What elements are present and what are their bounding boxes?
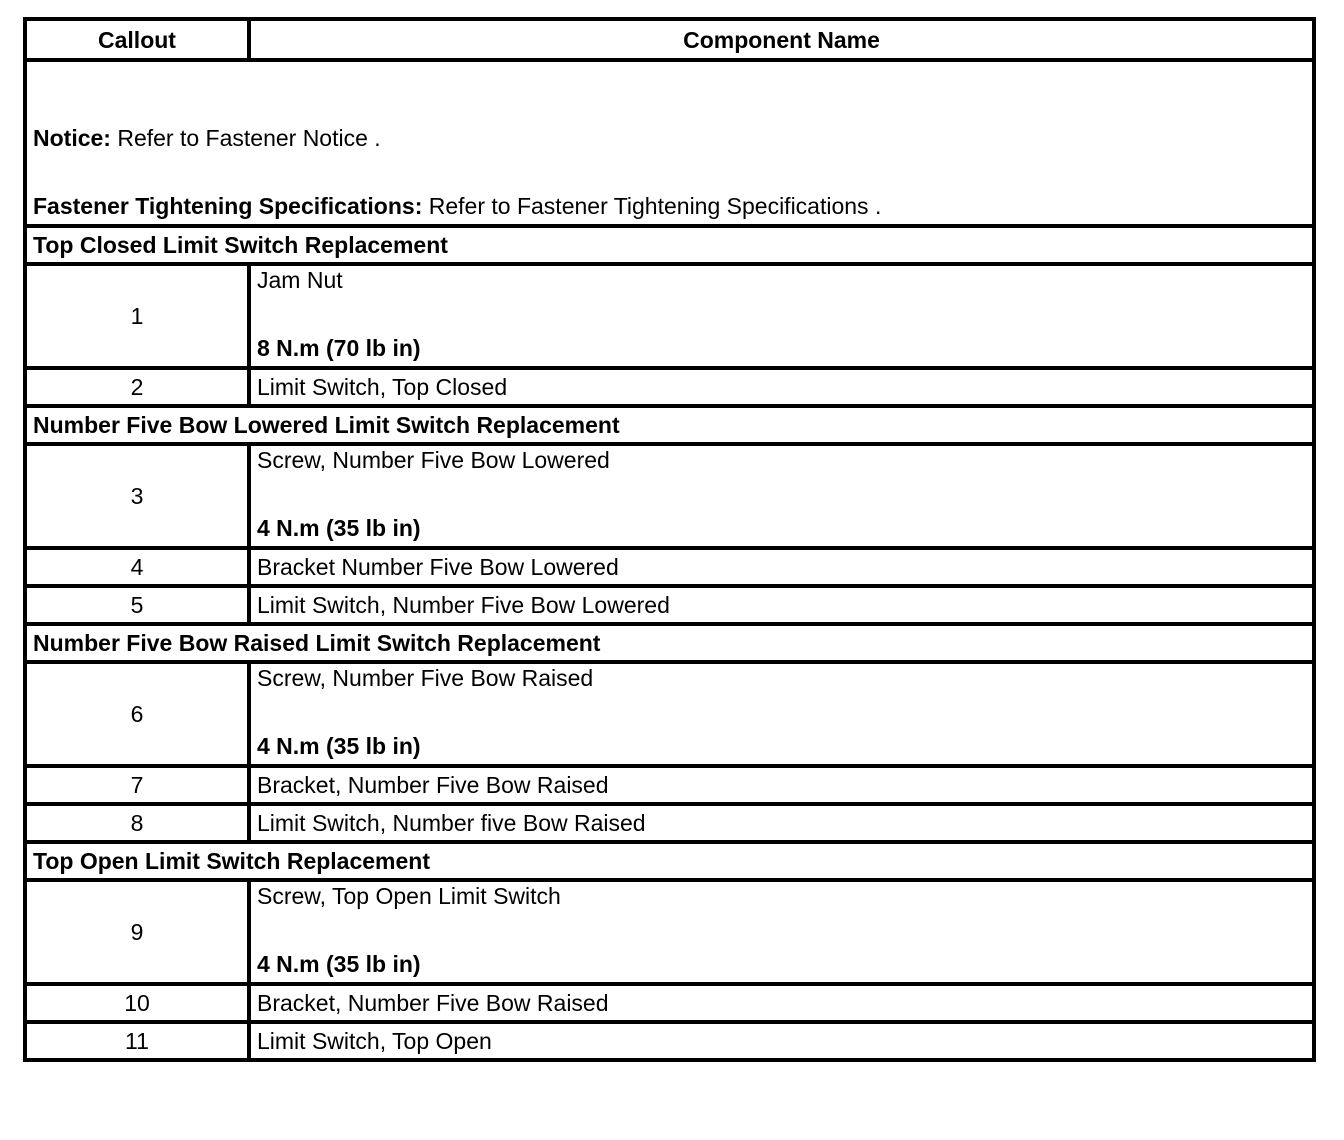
component-name: Bracket, Number Five Bow Raised bbox=[249, 984, 1314, 1022]
torque-spec: 4 N.m (35 lb in) bbox=[257, 733, 421, 759]
component-name: Bracket, Number Five Bow Raised bbox=[249, 766, 1314, 804]
callout-number: 8 bbox=[25, 804, 249, 842]
callout-column-header: Callout bbox=[25, 19, 249, 60]
section-header-row bbox=[25, 624, 1314, 662]
component-name-cell bbox=[249, 444, 1314, 548]
component-name-cell bbox=[249, 662, 1314, 766]
callout-number: 11 bbox=[25, 1022, 249, 1060]
fastener-spec-line bbox=[33, 192, 1306, 220]
notice-row bbox=[25, 60, 1314, 226]
notice-line bbox=[33, 124, 1306, 152]
fastener-spec-label: Fastener Tightening Specifications: bbox=[33, 193, 423, 219]
callout-number: 1 bbox=[25, 264, 249, 368]
notice-label: Notice: bbox=[33, 125, 111, 151]
torque-spec: 8 N.m (70 lb in) bbox=[257, 335, 421, 361]
torque-spec: 4 N.m (35 lb in) bbox=[257, 515, 421, 541]
notice-text: Refer to Fastener Notice . bbox=[110, 125, 381, 151]
callout-number: 6 bbox=[25, 662, 249, 766]
component-name: Jam Nut bbox=[257, 267, 343, 293]
section-header-row bbox=[25, 842, 1314, 880]
component-name: Limit Switch, Number Five Bow Lowered bbox=[249, 586, 1314, 624]
section-header-row bbox=[25, 406, 1314, 444]
table-row bbox=[25, 766, 1314, 804]
table-row bbox=[25, 444, 1314, 548]
table-row bbox=[25, 880, 1314, 984]
section-title: Number Five Bow Raised Limit Switch Replacement bbox=[25, 624, 1314, 662]
component-name: Screw, Number Five Bow Lowered bbox=[257, 447, 610, 473]
section-title: Top Open Limit Switch Replacement bbox=[25, 842, 1314, 880]
notice-cell bbox=[25, 60, 1314, 226]
table-row bbox=[25, 368, 1314, 406]
component-name: Screw, Number Five Bow Raised bbox=[257, 665, 594, 691]
torque-spec: 4 N.m (35 lb in) bbox=[257, 951, 421, 977]
callout-number: 4 bbox=[25, 548, 249, 586]
table-row bbox=[25, 1022, 1314, 1060]
callout-number: 7 bbox=[25, 766, 249, 804]
component-name-cell bbox=[249, 264, 1314, 368]
section-title: Top Closed Limit Switch Replacement bbox=[25, 226, 1314, 264]
callout-number: 3 bbox=[25, 444, 249, 548]
callout-number: 10 bbox=[25, 984, 249, 1022]
table-row bbox=[25, 662, 1314, 766]
callout-number: 9 bbox=[25, 880, 249, 984]
table-row bbox=[25, 804, 1314, 842]
table-row bbox=[25, 264, 1314, 368]
table-row bbox=[25, 548, 1314, 586]
component-name: Limit Switch, Number five Bow Raised bbox=[249, 804, 1314, 842]
component-name: Screw, Top Open Limit Switch bbox=[257, 883, 561, 909]
component-name: Bracket Number Five Bow Lowered bbox=[249, 548, 1314, 586]
callout-number: 2 bbox=[25, 368, 249, 406]
component-name: Limit Switch, Top Open bbox=[249, 1022, 1314, 1060]
table-row bbox=[25, 984, 1314, 1022]
component-name-column-header: Component Name bbox=[249, 19, 1314, 60]
callout-number: 5 bbox=[25, 586, 249, 624]
component-name: Limit Switch, Top Closed bbox=[249, 368, 1314, 406]
table-header-row bbox=[25, 19, 1314, 60]
component-table bbox=[23, 17, 1316, 1062]
fastener-spec-text: Refer to Fastener Tightening Specifications . bbox=[422, 193, 882, 219]
section-title: Number Five Bow Lowered Limit Switch Replacement bbox=[25, 406, 1314, 444]
section-header-row bbox=[25, 226, 1314, 264]
table-row bbox=[25, 586, 1314, 624]
component-name-cell bbox=[249, 880, 1314, 984]
